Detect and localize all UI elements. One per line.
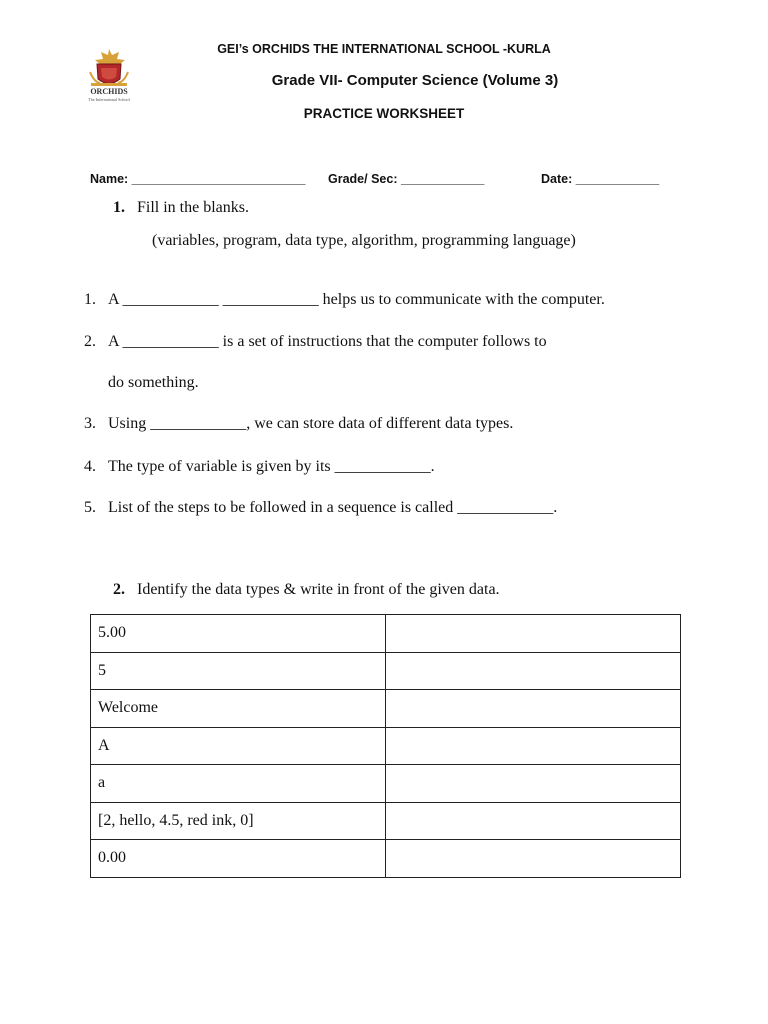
- table-row: [91, 727, 681, 765]
- section2-heading: [113, 581, 500, 599]
- data-value-cell: [2, hello, 4.5, red ink, 0]: [91, 802, 386, 840]
- blank-item-2: [84, 333, 547, 351]
- item-number: 5.: [84, 499, 96, 516]
- item-text: A ____________ ____________ helps us to communicate with the computer.: [108, 291, 605, 308]
- item-text: Using ____________, we can store data of different data types.: [108, 415, 514, 432]
- item-number: 3.: [84, 415, 96, 432]
- data-value-cell: 5: [91, 652, 386, 690]
- blank-item-5: [84, 499, 558, 517]
- name-field[interactable]: Name: _________________________: [90, 172, 306, 186]
- section2-number: 2.: [113, 581, 125, 598]
- data-value-cell: 0.00: [91, 840, 386, 878]
- date-field[interactable]: Date: ____________: [541, 172, 660, 186]
- data-value-cell: A: [91, 727, 386, 765]
- answer-cell[interactable]: [386, 802, 681, 840]
- word-bank: (variables, program, data type, algorithm, programming language): [152, 232, 576, 249]
- section1-number: 1.: [113, 199, 125, 216]
- answer-cell[interactable]: [386, 615, 681, 653]
- section1-heading: [113, 199, 249, 217]
- table-row: [91, 615, 681, 653]
- grade-title: Grade VII- Computer Science (Volume 3): [271, 72, 559, 89]
- answer-cell[interactable]: [386, 765, 681, 803]
- section2-heading-text: Identify the data types & write in front of the given data.: [137, 581, 500, 598]
- section1-heading-text: Fill in the blanks.: [137, 199, 249, 216]
- blank-item-4: [84, 458, 435, 476]
- grade-sec-field[interactable]: Grade/ Sec: ____________: [328, 172, 485, 186]
- item-number: 2.: [84, 333, 96, 350]
- table-row: [91, 840, 681, 878]
- svg-text:The International School: The International School: [88, 97, 130, 102]
- answer-cell[interactable]: [386, 727, 681, 765]
- table-row: [91, 765, 681, 803]
- answer-cell[interactable]: [386, 690, 681, 728]
- school-name: GEI’s ORCHIDS THE INTERNATIONAL SCHOOL -KURLA: [217, 42, 551, 56]
- data-value-cell: 5.00: [91, 615, 386, 653]
- item-text: List of the steps to be followed in a sequence is called ____________.: [108, 499, 558, 516]
- item-number: 4.: [84, 458, 96, 475]
- blank-item-1: [84, 291, 605, 309]
- svg-text:ORCHIDS: ORCHIDS: [90, 87, 128, 96]
- answer-cell[interactable]: [386, 840, 681, 878]
- table-row: [91, 802, 681, 840]
- item-text: A ____________ is a set of instructions that the computer follows to: [108, 333, 547, 350]
- table-row: [91, 652, 681, 690]
- data-value-cell: Welcome: [91, 690, 386, 728]
- item-text: The type of variable is given by its ____________.: [108, 458, 435, 475]
- worksheet-title: PRACTICE WORKSHEET: [303, 106, 465, 121]
- blank-item-3: [84, 415, 514, 433]
- data-type-table: [90, 614, 681, 878]
- table-row: [91, 690, 681, 728]
- blank-item-2-continued: do something.: [108, 374, 199, 391]
- data-value-cell: a: [91, 765, 386, 803]
- item-number: 1.: [84, 291, 96, 308]
- answer-cell[interactable]: [386, 652, 681, 690]
